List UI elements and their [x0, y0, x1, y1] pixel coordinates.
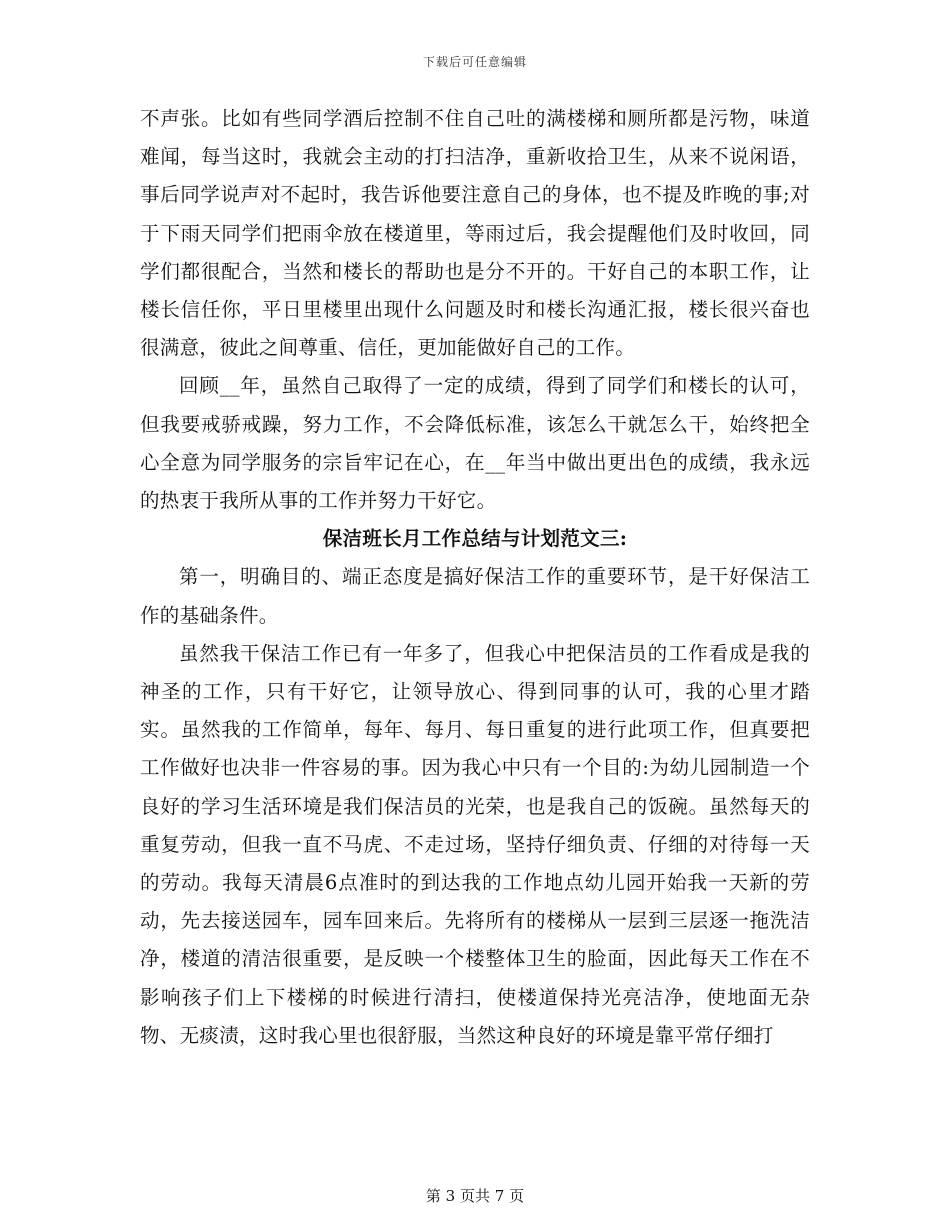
paragraph-review: 回顾__年，虽然自己取得了一定的成绩，得到了同学们和楼长的认可，但我要戒骄戒躁，努力工作，不会降低标准，该怎么干就怎么干，始终把全心全意为同学服务的宗旨牢记在心，在__年当中做出更出色的成绩，我永远的热衷于我所从事的工作并努力干好它。: [140, 374, 810, 513]
section-heading: 保洁班长月工作总结与计划范文三:: [322, 527, 628, 551]
document-body: [140, 100, 810, 1055]
paragraph-work-description: 虽然我干保洁工作已有一年多了，但我心中把保洁员的工作看成是我的神圣的工作，只有干好它，让领导放心、得到同事的认可，我的心里才踏实。虽然我的工作简单，每年、每月、每日重复的进行此项工作，但真要把工作做好也决非一件容易的事。因为我心中只有一个目的:为幼儿园制造一个良好的学习生活环境是我们保洁员的光荣，也是我自己的饭碗。虽然每天的重复劳动，但我一直不马虎、不走过场，坚持仔细负责、仔细的对待每一天的劳动。我每天清晨6点准时的到达我的工作地点幼儿园开始我一天新的劳动，先去接送园车，园车回来后。先将所有的楼梯从一层到三层逐一拖洗洁净，楼道的清洁很重要，是反映一个楼整体卫生的脸面，因此每天工作在不影响孩子们上下楼梯的时候进行清扫，使楼道保持光亮洁净，使地面无杂物、无痰渍，这时我心里也很舒服，当然这种良好的环境是靠平常仔细打: [140, 641, 810, 1047]
paragraph-continuation: 不声张。比如有些同学酒后控制不住自己吐的满楼梯和厕所都是污物，味道难闻，每当这时，我就会主动的打扫洁净，重新收拾卫生，从来不说闲语，事后同学说声对不起时，我告诉他要注意自己的身体，也不提及昨晚的事;对于下雨天同学们把雨伞放在楼道里，等雨过后，我会提醒他们及时收回，同学们都很配合，当然和楼长的帮助也是分不开的。干好自己的本职工作，让楼长信任你，平日里楼里出现什么问题及时和楼长沟通汇报，楼长很兴奋也很满意，彼此之间尊重、信任，更加能做好自己的工作。: [140, 107, 810, 360]
page-number: 第 3 页共 7 页: [425, 1187, 525, 1205]
page-header-note: 下载后可任意编辑: [422, 55, 527, 69]
paragraph-first-point: 第一，明确目的、端正态度是搞好保洁工作的重要环节，是干好保洁工作的基础条件。: [140, 565, 810, 627]
